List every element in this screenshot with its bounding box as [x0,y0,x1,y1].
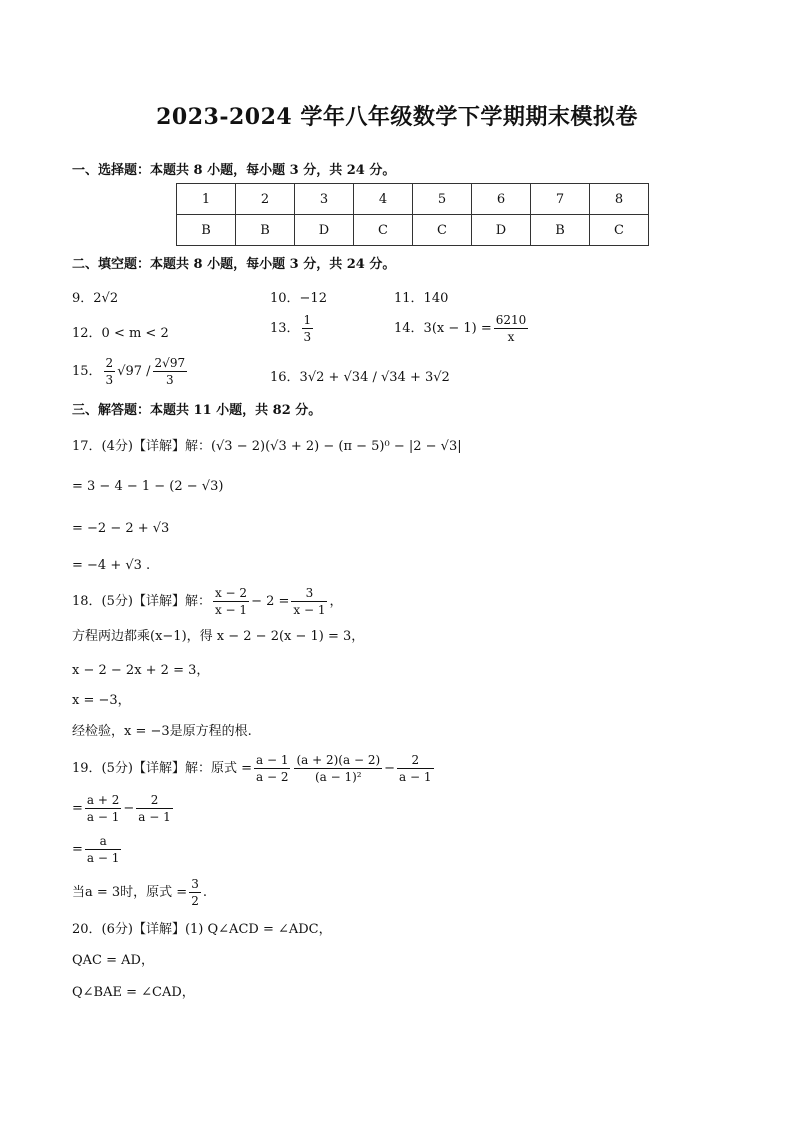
q18-line-4: x = −3， [72,693,131,708]
q19-line-4 [72,876,207,909]
q18-fraction-1 [213,585,249,618]
q14-fraction [494,312,529,345]
fraction-denominator: a − 1 [86,810,120,824]
fraction-denominator: x [507,330,515,344]
q18-line-3: x − 2 − 2x + 2 = 3， [72,663,210,678]
table-cell: 4 [354,184,413,215]
section-1-heading: 一、选择题：本题共 8 小题，每小题 3 分，共 24 分。 [72,163,396,178]
q20-line-1: 20．(6分)【详解】(1) Q∠ACD = ∠ADC， [72,922,332,937]
q19-line-1 [72,752,436,785]
fraction-denominator: x − 1 [293,603,326,617]
fraction-numerator: a − 1 [255,753,289,767]
q19-fraction-5 [136,792,172,825]
table-cell: D [295,215,354,246]
q15-label: 15． [72,364,102,379]
table-cell: B [177,215,236,246]
q19-fraction-6 [85,833,121,866]
q19-l2-pre: = [72,801,83,816]
answer-q13 [270,312,315,345]
fraction-denominator: 3 [105,373,114,387]
table-cell: 2 [236,184,295,215]
q18-end: ， [329,594,343,609]
q19-minus: − [384,761,396,776]
choice-answer-table [176,183,649,246]
q13-fraction [302,312,314,345]
fraction-numerator: 3 [291,585,327,602]
table-cell: B [531,215,590,246]
fraction-numerator: 2 [136,792,172,809]
q19-fraction-3 [397,752,433,785]
q18-label: 18．(5分)【详解】解： [72,594,211,609]
fraction-numerator: a + 2 [86,793,120,807]
q18-fraction-2 [291,585,327,618]
table-cell: D [472,215,531,246]
fraction-numerator: 2√97 [154,356,186,370]
q15-rest: √97 / [117,364,151,379]
q15-fraction-b [153,355,188,388]
q17-line-3: = −2 − 2 + √3 [72,521,170,536]
q19-line-2 [72,792,175,825]
fraction-numerator: 2 [105,356,114,370]
answer-q10: 10．−12 [270,291,327,306]
answer-q16: 16．3√2 + √34 / √34 + 3√2 [270,370,450,385]
q15-fraction-a [104,355,116,388]
fraction-denominator: (a − 1)² [314,770,362,784]
q19-l4-end: . [202,885,207,900]
page-title: 2023-2024 学年八年级数学下学期期末模拟卷 [156,104,638,130]
q20-line-3: Q∠BAE = ∠CAD， [72,985,195,1000]
table-cell: C [413,215,472,246]
answer-q12: 12．0 < m < 2 [72,326,169,341]
table-cell: 5 [413,184,472,215]
q17-line-2: = 3 − 4 − 1 − (2 − √3) [72,479,224,494]
q18-line-5: 经检验，x = −3是原方程的根. [72,724,252,739]
q19-label: 19．(5分)【详解】解：原式 = [72,761,252,776]
fraction-denominator: a − 1 [86,851,120,865]
table-cell: 8 [590,184,649,215]
fraction-numerator: a [85,833,121,850]
fraction-numerator: 6210 [495,313,527,327]
q19-line-3 [72,833,123,866]
fraction-numerator: 2 [397,752,433,769]
fraction-denominator: 3 [303,330,312,344]
q19-fraction-1 [254,752,290,785]
fraction-denominator: a − 1 [399,770,432,784]
section-3-heading: 三、解答题：本题共 11 小题，共 82 分。 [72,403,322,418]
q17-line-4: = −4 + √3 . [72,558,151,573]
table-cell: C [354,215,413,246]
fraction-denominator: 2 [191,894,199,908]
fraction-denominator: x − 1 [214,603,248,617]
q17-line-1: 17．(4分)【详解】解：(√3 − 2)(√3 + 2) − (π − 5)⁰ − |2 − √3| [72,439,462,454]
q18-line-1 [72,585,343,618]
answer-q14 [394,312,530,345]
q18-line-2: 方程两边都乘(x−1)，得 x − 2 − 2(x − 1) = 3， [72,629,365,644]
table-row-numbers [177,184,649,215]
q13-label: 13． [270,321,300,336]
fraction-numerator: 3 [191,877,199,891]
q19-l3-pre: = [72,842,83,857]
fraction-numerator: x − 2 [214,586,248,600]
answer-q15 [72,355,189,388]
answer-q9: 9．2√2 [72,291,119,306]
table-cell: 7 [531,184,590,215]
answer-q11: 11．140 [394,291,449,306]
fraction-numerator: 1 [303,313,312,327]
q18-mid: − 2 = [251,594,290,609]
fraction-numerator: (a + 2)(a − 2) [296,753,381,767]
table-cell: 1 [177,184,236,215]
q19-fraction-4 [85,792,121,825]
q19-fraction-2 [294,752,382,785]
fraction-denominator: a − 2 [255,770,289,784]
q19-l2-minus: − [123,801,135,816]
table-cell: C [590,215,649,246]
q20-line-2: QAC = AD， [72,953,154,968]
table-cell: 6 [472,184,531,215]
table-cell: 3 [295,184,354,215]
section-2-heading: 二、填空题：本题共 8 小题，每小题 3 分，共 24 分。 [72,257,396,272]
fraction-denominator: a − 1 [138,810,171,824]
q19-fraction-7 [189,876,201,909]
table-row-answers [177,215,649,246]
fraction-denominator: 3 [165,373,174,387]
q19-l4-pre: 当a = 3时，原式 = [72,885,188,900]
q14-label: 14．3(x − 1) = [394,321,492,336]
table-cell: B [236,215,295,246]
